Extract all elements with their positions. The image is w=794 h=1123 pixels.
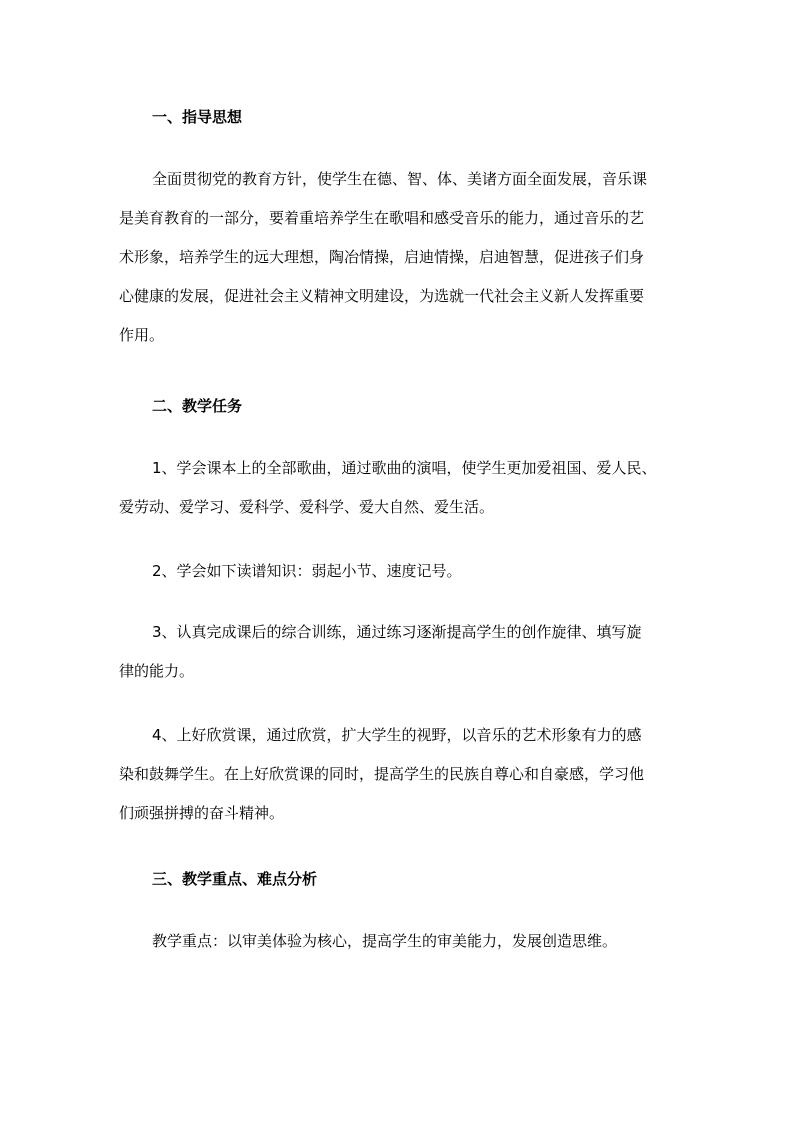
paragraph-line: 3、认真完成课后的综合训练，通过练习逐渐提高学生的创作旋律、填写旋 [152, 623, 642, 641]
paragraph-line: 术形象，培养学生的远大理想，陶冶情操，启迪情操，启迪智慧，促进孩子们身 [119, 248, 645, 266]
paragraph-line: 1、学会课本上的全部歌曲，通过歌曲的演唱，使学生更加爱祖国、爱人民、 [152, 459, 657, 477]
paragraph-task-3 [119, 618, 679, 686]
section-heading-guiding-thought: 一、指导思想 [152, 108, 243, 126]
paragraph-task-1 [119, 454, 679, 522]
paragraph-guiding-thought [119, 165, 679, 350]
paragraph-line: 作用。 [119, 326, 165, 344]
paragraph-line: 心健康的发展，促进社会主义精神文明建设，为选就一代社会主义新人发挥重要 [119, 287, 645, 305]
paragraph-task-2 [119, 557, 679, 586]
paragraph-task-4 [119, 721, 679, 828]
paragraph-teaching-focus [119, 927, 679, 956]
section-heading-teaching-tasks: 二、教学任务 [152, 397, 243, 415]
paragraph-line: 染和鼓舞学生。在上好欣赏课的同时，提高学生的民族自尊心和自豪感，学习他 [119, 765, 645, 783]
paragraph-line: 爱劳动、爱学习、爱科学、爱科学、爱大自然、爱生活。 [119, 498, 495, 516]
paragraph-line: 教学重点：以审美体验为核心，提高学生的审美能力，发展创造思维。 [152, 932, 618, 950]
section-heading-key-difficult-points: 三、教学重点、难点分析 [152, 870, 318, 888]
paragraph-line: 全面贯彻党的教育方针，使学生在德、智、体、美诸方面全面发展，音乐课 [152, 170, 648, 188]
paragraph-line: 们顽强拼搏的奋斗精神。 [119, 804, 285, 822]
paragraph-line: 2、学会如下读谱知识：弱起小节、速度记号。 [152, 562, 462, 580]
paragraph-line: 律的能力。 [119, 662, 195, 680]
paragraph-line: 4、上好欣赏课，通过欣赏，扩大学生的视野，以音乐的艺术形象有力的感 [152, 726, 642, 744]
paragraph-line: 是美育教育的一部分，要着重培养学生在歌唱和感受音乐的能力，通过音乐的艺 [119, 209, 645, 227]
